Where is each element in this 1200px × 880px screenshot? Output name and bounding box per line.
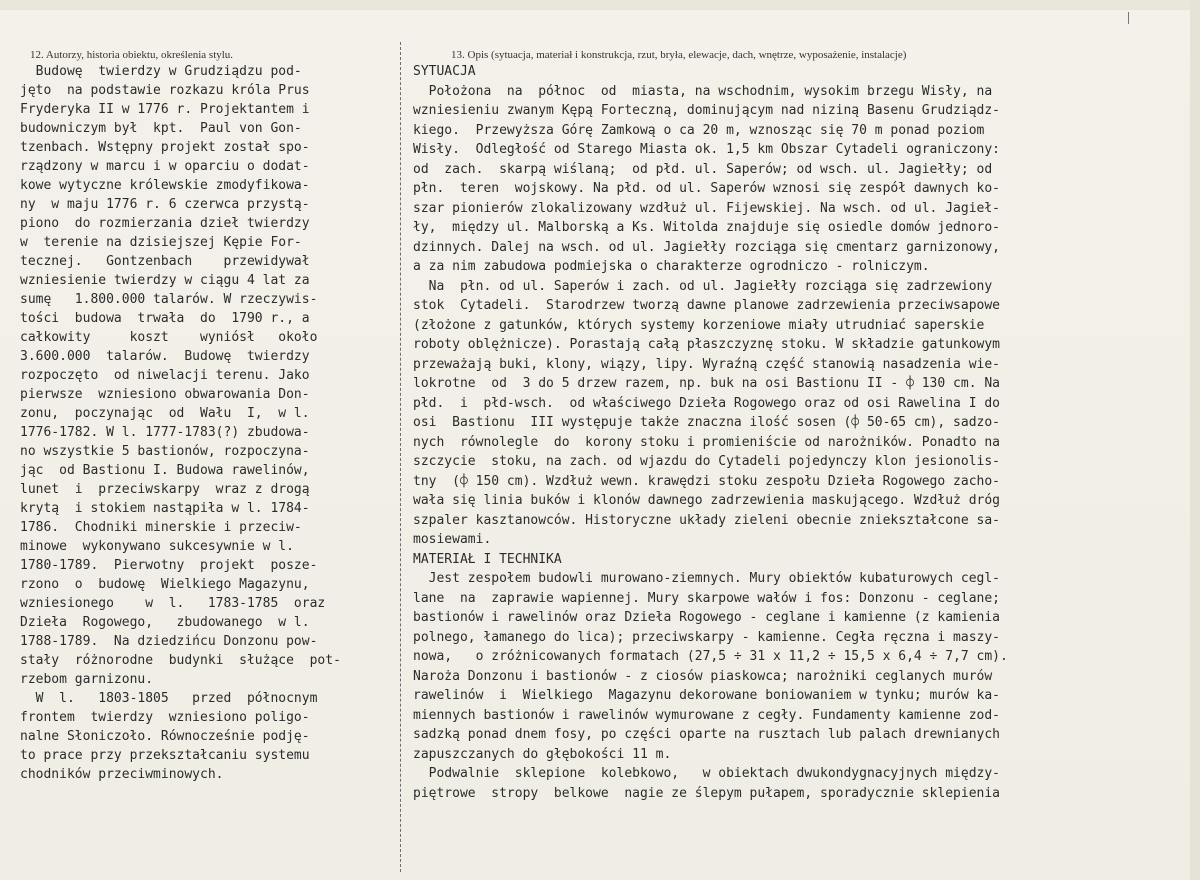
text-line: szar pionierów zlokalizowany wzdłuż ul. Fijewskiej. Na wsch. od ul. Jagieł- [413,200,1000,216]
text-line: Wisły. Odległość od Starego Miasta ok. 1,5 km Obszar Cytadeli ograniczony: [413,142,1000,157]
text-line: ły, między ul. Malborską a Ks. Witolda znajduje się osiedle domów jednoro- [413,220,1000,235]
text-line: Naroża Donzonu i bastionów - z ciosów piaskowca; narożniki ceglanych murów [413,668,993,684]
text-line: krytą i stokiem nastąpiła w l. 1784- [20,501,310,516]
text-line: budowniczym był kpt. Paul von Gon- [20,121,302,136]
text-line: 3.600.000 talarów. Budowę twierdzy [20,349,310,364]
situation-paragraph [413,82,1188,550]
left-column-header: 12. Autorzy, historia obiektu, określenia stylu. [30,49,234,61]
text-line: rawelinów i Wielkiego Magazynu dekorowane boniowaniem w tynku; murów ka- [413,688,1000,703]
text-line: tzenbach. Wstępny projekt został spo- [20,140,310,155]
text-line: miennych bastionów i rawelinów wymurowane z cegły. Fundamenty kamienne zod- [413,707,1000,723]
text-line: zapuszczanych do głębokości 11 m. [413,746,672,762]
text-line: no wszystkie 5 bastionów, rozpoczyna- [20,444,310,459]
text-line: wzniesieniu zwanym Kępą Forteczną, dominującym nad niziną Basenu Grudziądz- [413,103,1000,118]
text-line: polnego, łamanego do lica); przeciwskarpy - kamienne. Cegła ręczna i maszy- [413,629,1000,645]
history-text-column [20,62,392,784]
text-line: kiego. Przewyższa Górę Zamkową o ca 20 m, wznosząc się 70 m ponad poziom [413,122,985,138]
text-line: Budowę twierdzy w Grudziądzu pod- [20,64,302,79]
description-text-column [413,62,1188,803]
text-line: frontem twierdzy wzniesiono poligo- [20,710,310,725]
text-line: Dzieła Rogowego, zbudowanego w l. [20,615,310,630]
corner-mark [1128,12,1129,24]
text-line: płd. i płd-wsch. od właściwego Dzieła Rogowego oraz od osi Rawelina I do [413,395,1000,411]
text-line: lane na zaprawie wapiennej. Mury skarpowe wałów i fos: Donzonu - ceglane; [413,590,1000,606]
text-line: pierwsze wzniesiono obwarowania Don- [20,387,310,402]
text-line: Jest zespołem budowli murowano-ziemnych. Mury obiektów kubaturowych cegl- [413,571,1000,586]
text-line: wała się linia buków i klonów dawnego zadrzewienia maskującego. Wzdłuż dróg [413,493,1000,508]
text-line: W l. 1803-1805 przed północnym [20,691,318,706]
text-line: to prace przy przekształcaniu systemu [20,748,310,763]
text-line: jąc od Bastionu I. Budowa rawelinów, [20,463,310,478]
text-line: rządzony w marcu i w oparciu o dodat- [20,159,310,174]
text-line: stały różnorodne budynki służące pot- [20,653,341,668]
text-line: rzono o budowę Wielkiego Magazynu, [20,577,310,592]
text-line: zonu, poczynając od Wału I, w l. [20,406,310,421]
text-line: 1788-1789. Na dziedzińcu Donzonu pow- [20,634,318,649]
text-line: Podwalnie sklepione kolebkowo, w obiektach dwukondygnacyjnych między- [413,766,1000,781]
text-line: ny w maju 1776 r. 6 czerwca przystą- [20,197,310,212]
text-line: przeważają buki, klony, wiązy, lipy. Wyraźną część stanowią nasadzenia wie- [413,356,1000,372]
text-line: bastionów i rawelinów oraz Dzieła Rogowego - ceglane i kamienne (z kamienia [413,610,1000,625]
text-line: stok Cytadeli. Starodrzew tworzą dawne planowe zadrzewienia przeciwsapowe [413,298,1000,313]
text-line: osi Bastionu III występuje także znaczna ilość sosen (⌽ 50-65 cm), sadzo- [413,415,1000,430]
page-top-edge [0,0,1200,10]
text-line: sumę 1.800.000 talarów. W rzeczywis- [20,292,318,307]
text-line: kowe wytyczne królewskie zmodyfikowa- [20,178,310,193]
text-line: roboty oblężnicze). Porastają całą płaszczyznę stoku. W składzie gatunkowym [413,337,1000,352]
text-line: Położona na północ od miasta, na wschodnim, wysokim brzegu Wisły, na [413,83,993,99]
text-line: całkowity koszt wyniósł około [20,330,318,345]
text-line: 1776-1782. W l. 1777-1783(?) zbudowa- [20,425,310,440]
text-line: a za nim zabudowa podmiejska o charakterze ogrodniczo - rolniczym. [413,259,930,274]
text-line: od zach. skarpą wiślaną; od płd. ul. Saperów; od wsch. ul. Jagiełły; od [413,161,993,177]
text-line: w terenie na dzisiejszej Kępie For- [20,235,302,250]
page-right-edge [1190,0,1200,880]
text-line: Na płn. od ul. Saperów i zach. od ul. Jagiełły rozciąga się zadrzewiony [413,278,993,294]
text-line: jęto na podstawie rozkazu króla Prus [20,83,310,98]
text-line: tny (⌽ 150 cm). Wzdłuż wewn. krawędzi stoku zespołu Dzieła Rogowego zacho- [413,473,1000,489]
text-line: nych równolegle do korony stoku i promieniście od narożników. Ponadto na [413,434,1000,450]
text-line: (złożone z gatunków, których systemy korzeniowe miały utrudniać saperskie [413,317,985,333]
text-line: piętrowe stropy belkowe nagie ze ślepym pułapem, sporadycznie sklepienia [413,785,1000,801]
column-divider [400,42,401,872]
text-line: sadzką ponad dnem fosy, po części oparte na rusztach lub palach drewnianych [413,727,1000,742]
text-line: Fryderyka II w 1776 r. Projektantem i [20,102,310,117]
text-line: nalne Słoniczoło. Równocześnie podję- [20,729,310,744]
section-heading-situation: SYTUACJA [413,64,476,79]
text-line: wzniesionego w l. 1783-1785 oraz [20,596,326,611]
text-line: lunet i przeciwskarpy wraz z drogą [20,482,310,497]
text-line: rozpoczęto od niwelacji terenu. Jako [20,368,310,383]
text-line: tecznej. Gontzenbach przewidywał [20,254,310,269]
text-line: szpaler kasztanowców. Historyczne układy zieleni obecnie zniekształcone sa- [413,512,1000,528]
text-line: nowa, o zróżnicowanych formatach (27,5 ÷ 31 x 11,2 ÷ 15,5 x 6,4 ÷ 7,7 cm). [413,649,1008,664]
text-line: lokrotne od 3 do 5 drzew razem, np. buk na osi Bastionu II - ⌽ 130 cm. Na [413,376,1000,391]
text-line: wzniesienie twierdzy w ciągu 4 lat za [20,273,310,288]
text-line: tości budowa trwała do 1790 r., a [20,311,310,326]
material-paragraph [413,569,1188,803]
text-line: dzinnych. Dalej na wsch. od ul. Jagiełły rozciąga się cmentarz garnizonowy, [413,239,1000,255]
text-line: szczycie stoku, na zach. od wjazdu do Cytadeli pojedynczy klon jesionolis- [413,454,1000,469]
text-line: 1786. Chodniki minerskie i przeciw- [20,520,302,535]
text-line: rzebom garnizonu. [20,672,154,687]
text-line: 1780-1789. Pierwotny projekt posze- [20,558,318,573]
text-line: piono do rozmierzania dzieł twierdzy [20,216,310,231]
text-line: minowe wykonywano sukcesywnie w l. [20,539,294,554]
section-heading-material: MATERIAŁ I TECHNIKA [413,551,562,567]
text-line: chodników przeciwminowych. [20,767,224,782]
text-line: mosiewami. [413,532,492,547]
text-line: płn. teren wojskowy. Na płd. od ul. Saperów wznosi się zespół dawnych ko- [413,181,1000,196]
right-column-header: 13. Opis (sytuacja, materiał i konstrukcja, rzut, bryła, elewacje, dach, wnętrze, wyposażenie, instalacje) [451,49,907,61]
